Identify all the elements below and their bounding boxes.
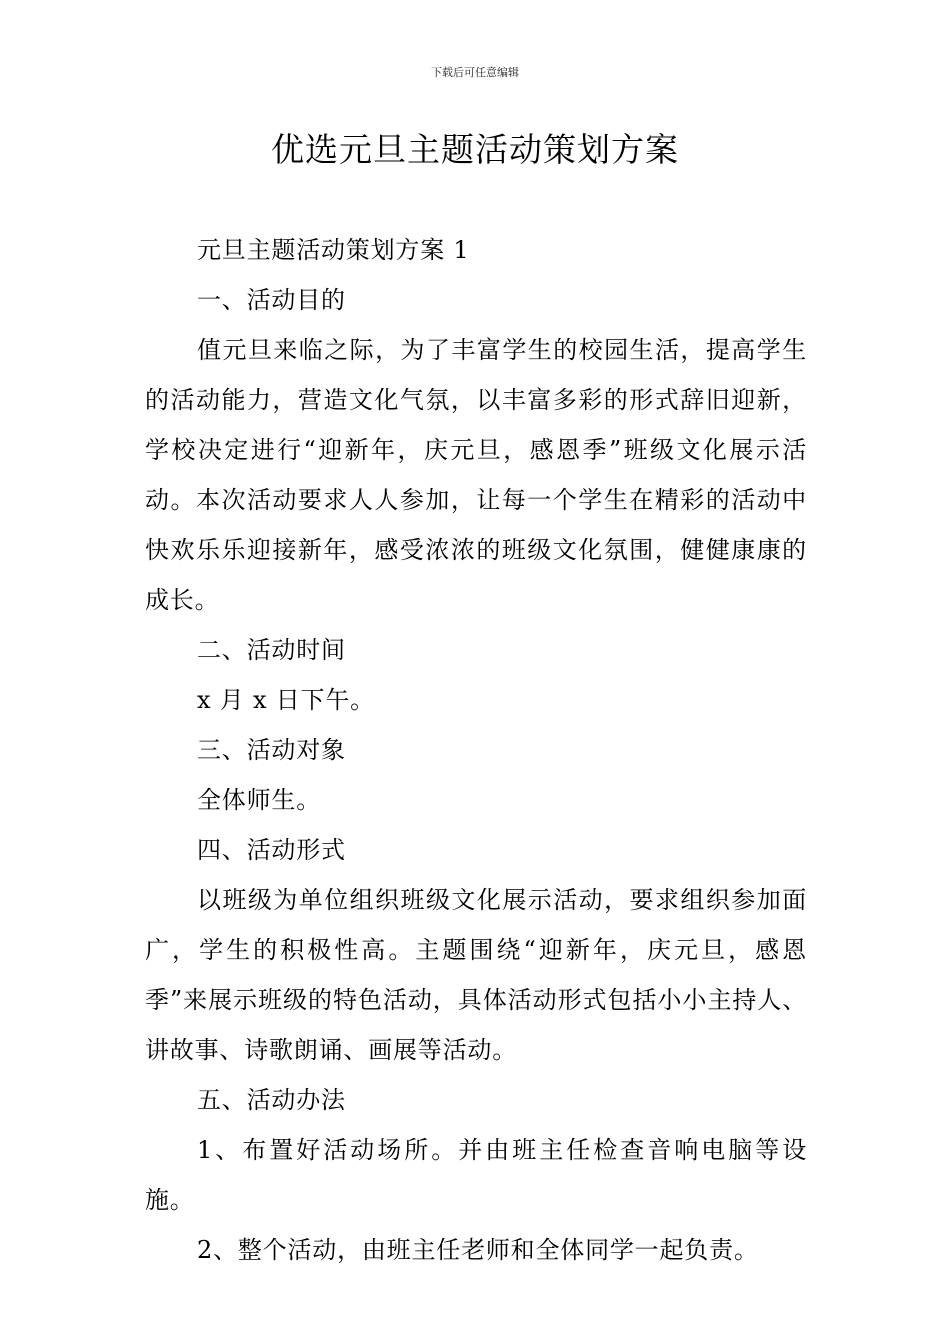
section-heading-time: 二、活动时间 (197, 636, 346, 664)
purpose-paragraph: 值元旦来临之际，为了丰富学生的校园生活，提高学生的活动能力，营造文化气氛，以丰富多彩的形式辞旧迎新，学校决定进行“迎新年，庆元旦，感恩季”班级文化展示活动。本次活动要求人人参加，让每一个学生在精彩的活动中快欢乐乐迎接新年，感受浓浓的班级文化氛围，健健康康的成长。 (145, 336, 807, 614)
method-item-1: 1、布置好活动场所。并由班主任检查音响电脑等设施。 (145, 1136, 807, 1214)
section-heading-audience: 三、活动对象 (197, 736, 346, 764)
plan-heading: 元旦主题活动策划方案 1 (197, 236, 470, 264)
section-heading-purpose: 一、活动目的 (197, 286, 346, 314)
format-paragraph: 以班级为单位组织班级文化展示活动，要求组织参加面广，学生的积极性高。主题围绕“迎新年，庆元旦，感恩季”来展示班级的特色活动，具体活动形式包括小小主持人、讲故事、诗歌朗诵、画展等活动。 (145, 886, 807, 1064)
page-header: 下载后可任意编辑 (431, 66, 519, 79)
document-body (145, 225, 807, 1275)
section-heading-method: 五、活动办法 (197, 1086, 346, 1114)
section-heading-format: 四、活动形式 (197, 836, 346, 864)
document-title: 优选元旦主题活动策划方案 (271, 130, 679, 169)
time-paragraph: x 月 x 日下午。 (197, 686, 375, 714)
audience-paragraph: 全体师生。 (197, 786, 321, 814)
method-item-2: 2、整个活动，由班主任老师和全体同学一起负责。 (197, 1236, 759, 1264)
